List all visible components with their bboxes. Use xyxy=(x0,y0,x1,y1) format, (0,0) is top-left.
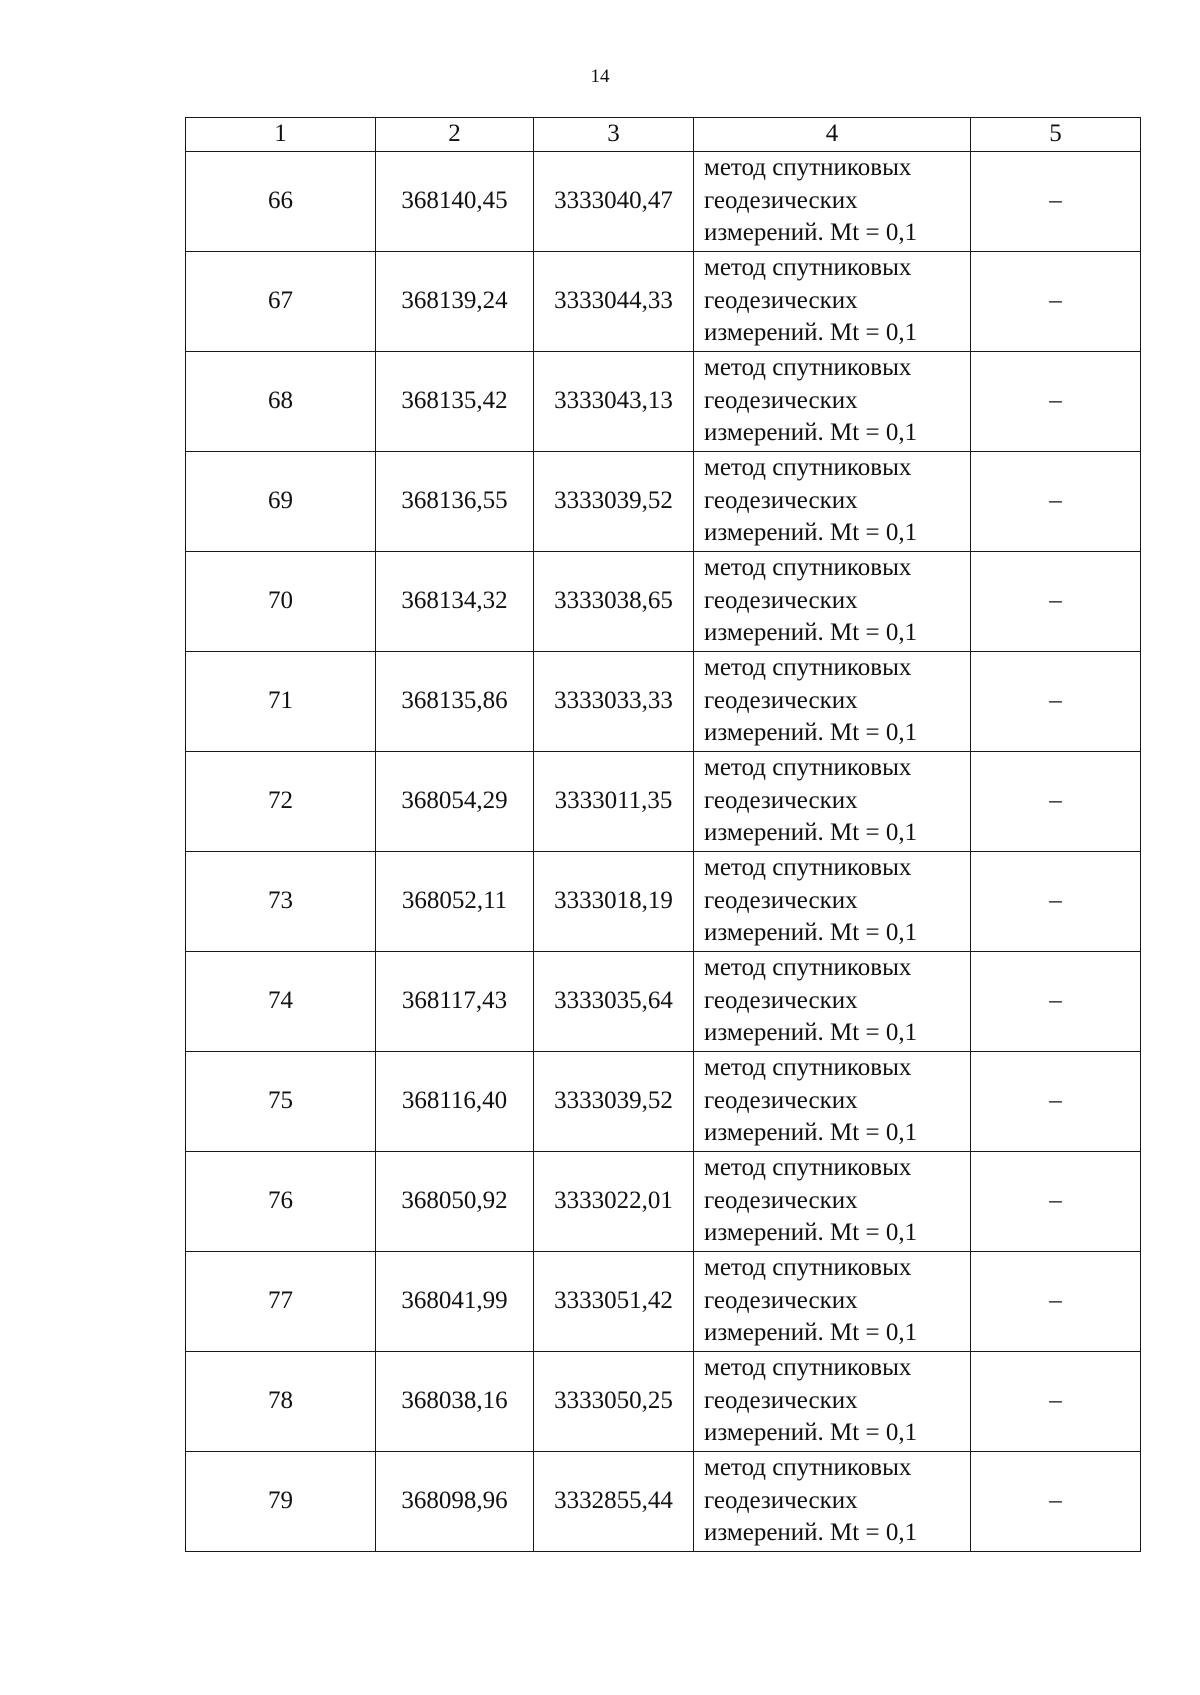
method-line: геодезических xyxy=(704,1286,858,1314)
x-coordinate-cell: 368135,42 xyxy=(376,351,534,451)
method-line: метод спутниковых xyxy=(704,854,912,882)
y-coordinate-cell: 3333022,01 xyxy=(534,1151,694,1251)
header-row xyxy=(186,118,1141,152)
method-line: метод спутниковых xyxy=(704,354,912,382)
table-row xyxy=(186,751,1141,851)
method-line: метод спутниковых xyxy=(704,454,912,482)
point-number-cell: 67 xyxy=(186,251,376,351)
y-coordinate-cell: 3333039,52 xyxy=(534,451,694,551)
table-row xyxy=(186,251,1141,351)
method-line: измерений. Mt = 0,1 xyxy=(704,1319,918,1347)
method-line: геодезических xyxy=(704,686,858,714)
x-coordinate-cell: 368140,45 xyxy=(376,151,534,251)
x-coordinate-cell: 368136,55 xyxy=(376,451,534,551)
note-cell: – xyxy=(971,1151,1141,1251)
x-coordinate-cell: 368117,43 xyxy=(376,951,534,1051)
method-line: метод спутниковых xyxy=(704,654,912,682)
method-line: метод спутниковых xyxy=(704,1354,912,1382)
table-row xyxy=(186,651,1141,751)
method-line: геодезических xyxy=(704,886,858,914)
x-coordinate-cell: 368139,24 xyxy=(376,251,534,351)
method-cell xyxy=(694,951,971,1051)
x-coordinate-cell: 368038,16 xyxy=(376,1351,534,1451)
y-coordinate-cell: 3333044,33 xyxy=(534,251,694,351)
method-cell xyxy=(694,1151,971,1251)
table-row xyxy=(186,151,1141,251)
x-coordinate-cell: 368135,86 xyxy=(376,651,534,751)
point-number-cell: 78 xyxy=(186,1351,376,1451)
x-coordinate-cell: 368098,96 xyxy=(376,1451,534,1551)
method-line: измерений. Mt = 0,1 xyxy=(704,1119,918,1147)
method-line: геодезических xyxy=(704,386,858,414)
method-line: геодезических xyxy=(704,1386,858,1414)
table-row xyxy=(186,951,1141,1051)
y-coordinate-cell: 3333040,47 xyxy=(534,151,694,251)
method-line: метод спутниковых xyxy=(704,1454,912,1482)
point-number-cell: 66 xyxy=(186,151,376,251)
table-row xyxy=(186,351,1141,451)
method-line: геодезических xyxy=(704,286,858,314)
note-cell: – xyxy=(971,751,1141,851)
method-line: измерений. Mt = 0,1 xyxy=(704,819,918,847)
y-coordinate-cell: 3333018,19 xyxy=(534,851,694,951)
y-coordinate-cell: 3333035,64 xyxy=(534,951,694,1051)
method-line: метод спутниковых xyxy=(704,954,912,982)
method-line: метод спутниковых xyxy=(704,254,912,282)
header-col-4: 4 xyxy=(694,118,971,152)
note-cell: – xyxy=(971,1251,1141,1351)
method-cell xyxy=(694,451,971,551)
note-cell: – xyxy=(971,1051,1141,1151)
table-header xyxy=(186,118,1141,152)
table-body xyxy=(186,151,1141,1551)
note-cell: – xyxy=(971,551,1141,651)
method-cell xyxy=(694,751,971,851)
method-line: измерений. Mt = 0,1 xyxy=(704,1019,918,1047)
method-cell xyxy=(694,251,971,351)
table-row xyxy=(186,1451,1141,1551)
method-line: измерений. Mt = 0,1 xyxy=(704,419,918,447)
y-coordinate-cell: 3333050,25 xyxy=(534,1351,694,1451)
point-number-cell: 77 xyxy=(186,1251,376,1351)
x-coordinate-cell: 368050,92 xyxy=(376,1151,534,1251)
point-number-cell: 75 xyxy=(186,1051,376,1151)
method-cell xyxy=(694,551,971,651)
method-cell xyxy=(694,351,971,451)
point-number-cell: 72 xyxy=(186,751,376,851)
method-line: геодезических xyxy=(704,486,858,514)
method-line: геодезических xyxy=(704,1086,858,1114)
note-cell: – xyxy=(971,951,1141,1051)
method-cell xyxy=(694,851,971,951)
table-row xyxy=(186,1251,1141,1351)
method-line: метод спутниковых xyxy=(704,554,912,582)
note-cell: – xyxy=(971,351,1141,451)
method-line: геодезических xyxy=(704,786,858,814)
x-coordinate-cell: 368041,99 xyxy=(376,1251,534,1351)
table-row xyxy=(186,1151,1141,1251)
y-coordinate-cell: 3333051,42 xyxy=(534,1251,694,1351)
table-row xyxy=(186,551,1141,651)
method-cell xyxy=(694,151,971,251)
point-number-cell: 68 xyxy=(186,351,376,451)
header-col-5: 5 xyxy=(971,118,1141,152)
x-coordinate-cell: 368052,11 xyxy=(376,851,534,951)
table-row xyxy=(186,451,1141,551)
method-line: геодезических xyxy=(704,1486,858,1514)
method-line: метод спутниковых xyxy=(704,1054,912,1082)
y-coordinate-cell: 3333043,13 xyxy=(534,351,694,451)
coordinates-table xyxy=(185,117,1141,1552)
note-cell: – xyxy=(971,851,1141,951)
note-cell: – xyxy=(971,1351,1141,1451)
x-coordinate-cell: 368116,40 xyxy=(376,1051,534,1151)
y-coordinate-cell: 3333038,65 xyxy=(534,551,694,651)
method-line: измерений. Mt = 0,1 xyxy=(704,319,918,347)
method-line: метод спутниковых xyxy=(704,1254,912,1282)
method-line: метод спутниковых xyxy=(704,1154,912,1182)
method-line: измерений. Mt = 0,1 xyxy=(704,919,918,947)
y-coordinate-cell: 3333033,33 xyxy=(534,651,694,751)
note-cell: – xyxy=(971,151,1141,251)
note-cell: – xyxy=(971,251,1141,351)
method-line: измерений. Mt = 0,1 xyxy=(704,619,918,647)
header-col-2: 2 xyxy=(376,118,534,152)
point-number-cell: 76 xyxy=(186,1151,376,1251)
method-line: измерений. Mt = 0,1 xyxy=(704,219,918,247)
method-line: геодезических xyxy=(704,586,858,614)
method-cell xyxy=(694,651,971,751)
point-number-cell: 69 xyxy=(186,451,376,551)
method-cell xyxy=(694,1251,971,1351)
method-cell xyxy=(694,1351,971,1451)
point-number-cell: 79 xyxy=(186,1451,376,1551)
method-line: измерений. Mt = 0,1 xyxy=(704,519,918,547)
x-coordinate-cell: 368054,29 xyxy=(376,751,534,851)
x-coordinate-cell: 368134,32 xyxy=(376,551,534,651)
note-cell: – xyxy=(971,651,1141,751)
header-col-1: 1 xyxy=(186,118,376,152)
y-coordinate-cell: 3333039,52 xyxy=(534,1051,694,1151)
method-line: измерений. Mt = 0,1 xyxy=(704,719,918,747)
method-cell xyxy=(694,1451,971,1551)
point-number-cell: 70 xyxy=(186,551,376,651)
table-row xyxy=(186,1051,1141,1151)
method-line: геодезических xyxy=(704,186,858,214)
note-cell: – xyxy=(971,451,1141,551)
table-row xyxy=(186,851,1141,951)
table-row xyxy=(186,1351,1141,1451)
page-number: 14 xyxy=(590,66,610,87)
point-number-cell: 74 xyxy=(186,951,376,1051)
note-cell: – xyxy=(971,1451,1141,1551)
header-col-3: 3 xyxy=(534,118,694,152)
method-line: измерений. Mt = 0,1 xyxy=(704,1519,918,1547)
method-line: измерений. Mt = 0,1 xyxy=(704,1219,918,1247)
method-line: метод спутниковых xyxy=(704,154,912,182)
method-line: измерений. Mt = 0,1 xyxy=(704,1419,918,1447)
method-line: геодезических xyxy=(704,1186,858,1214)
method-line: метод спутниковых xyxy=(704,754,912,782)
y-coordinate-cell: 3332855,44 xyxy=(534,1451,694,1551)
y-coordinate-cell: 3333011,35 xyxy=(534,751,694,851)
method-cell xyxy=(694,1051,971,1151)
point-number-cell: 71 xyxy=(186,651,376,751)
point-number-cell: 73 xyxy=(186,851,376,951)
method-line: геодезических xyxy=(704,986,858,1014)
